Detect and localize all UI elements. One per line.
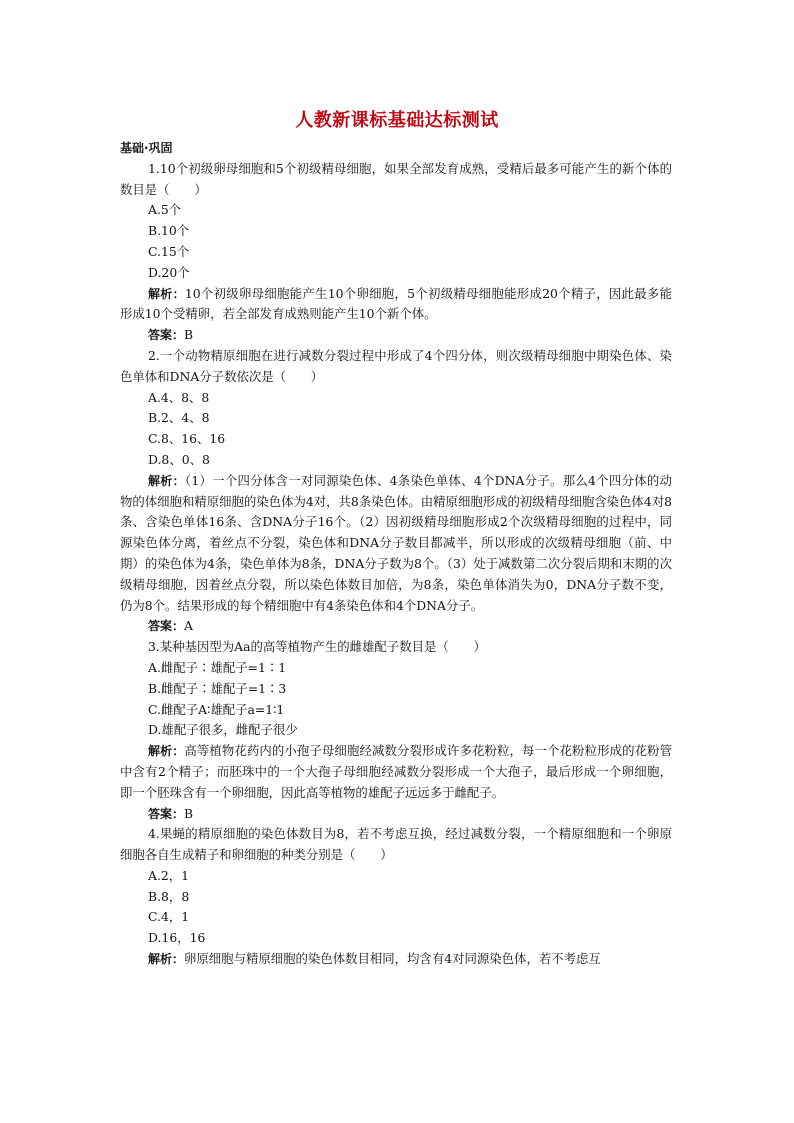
analysis-label: 解析： xyxy=(148,952,185,967)
analysis-text: 10个初级卵母细胞能产生10个卵细胞，5个初级精母细胞能形成20个精子，因此最多能形成10个受精卵，若全部发育成熟则能产生10个新个体。 xyxy=(120,285,672,322)
document-body xyxy=(120,138,672,970)
question-4-option-a: A.2，1 xyxy=(148,867,190,883)
question-4-option-c: C.4，1 xyxy=(148,909,190,925)
answer-label: 答案： xyxy=(148,328,185,343)
question-2-option-a: A.4、8、8 xyxy=(148,389,210,405)
document-title: 人教新课标基础达标测试 xyxy=(295,110,499,131)
question-1-option-d: D.20个 xyxy=(148,264,190,280)
analysis-label: 解析： xyxy=(148,473,185,488)
question-3-stem: 3.某种基因型为Aa的高等植物产生的雌雄配子数目是（ ） xyxy=(148,639,486,655)
question-1-option-a: A.5个 xyxy=(148,202,182,218)
question-1-answer xyxy=(120,325,672,346)
question-4-analysis xyxy=(120,949,672,970)
answer-value: A xyxy=(184,618,193,634)
question-3-option-d: D.雄配子很多，雌配子很少 xyxy=(148,722,298,738)
question-1-stem: 1.10个初级卵母细胞和5个初级精母细胞，如果全部发育成熟，受精后最多可能产生的新个体的数目是（ ） xyxy=(120,160,672,197)
question-1-option-b: B.10个 xyxy=(148,223,190,239)
answer-label: 答案： xyxy=(148,806,185,821)
analysis-text: 卵原细胞与精原细胞的染色体数目相同，均含有4对同源染色体，若不考虑互 xyxy=(184,951,601,967)
analysis-label: 解析： xyxy=(148,744,185,759)
question-1-option-c: C.15个 xyxy=(148,243,190,259)
question-4-stem: 4.果蝇的精原细胞的染色体数目为8，若不考虑互换，经过减数分裂，一个精原细胞和一个卵原细胞各自生成精子和卵细胞的种类分别是（ ） xyxy=(120,826,672,863)
analysis-text: 高等植物花药内的小孢子母细胞经减数分裂形成许多花粉粒，每一个花粉粒形成的花粉管中含有2个精子；而胚珠中的一个大孢子母细胞经减数分裂形成一个大孢子，最后形成一个卵细胞，即一个胚珠含有一个卵细胞，因此高等植物的雄配子远远多于雌配子。 xyxy=(120,743,672,800)
answer-label: 答案： xyxy=(148,619,185,634)
question-2-stem: 2.一个动物精原细胞在进行减数分裂过程中形成了4个四分体，则次级精母细胞中期染色体、染色单体和DNA分子数依次是（ ） xyxy=(120,347,672,384)
question-3-analysis xyxy=(120,741,672,803)
question-3-answer xyxy=(120,804,672,825)
question-4-option-d: D.16，16 xyxy=(148,930,206,946)
analysis-text: （1）一个四分体含一对同源染色体、4条染色单体、4个DNA分子。那么4个四分体的动物的体细胞和精原细胞的染色体为4对，共8条染色体。由精原细胞形成的初级精母细胞含染色体4对8条、含染色单体16条、含DNA分子16个。（2）因初级精母细胞形成2个次级精母细胞的过程中，同源染色体分离，着丝点不分裂，染色体和DNA分子数目都减半，所以形成的次级精母细胞（前、中期）的染色体为4条，染色单体为8条，DNA分子数为8个。（3）处于减数第二次分裂后期和末期的次级精母细胞，因着丝点分裂，所以染色体数目加倍，为8条，染色单体消失为0，DNA分子数不变，仍为8个。结果形成的每个精细胞中有4条染色体和4个DNA分子。 xyxy=(120,472,672,613)
question-3-option-a: A.雌配子∶雄配子=1∶1 xyxy=(148,659,287,675)
question-2-option-b: B.2、4、8 xyxy=(148,410,210,426)
question-2-analysis xyxy=(120,471,672,617)
question-3-option-c: C.雌配子A∶雄配子a=1∶1 xyxy=(148,701,285,717)
question-2-option-d: D.8、0、8 xyxy=(148,451,210,467)
question-3-option-b: B.雌配子∶雄配子=1∶3 xyxy=(148,680,287,696)
answer-value: B xyxy=(184,327,194,343)
question-2-answer xyxy=(120,616,672,637)
question-1-analysis xyxy=(120,284,672,326)
question-4-option-b: B.8，8 xyxy=(148,888,190,904)
section-heading: 基础·巩固 xyxy=(120,141,173,155)
analysis-label: 解析： xyxy=(148,286,185,301)
answer-value: B xyxy=(184,805,194,821)
question-2-option-c: C.8、16、16 xyxy=(148,431,226,447)
